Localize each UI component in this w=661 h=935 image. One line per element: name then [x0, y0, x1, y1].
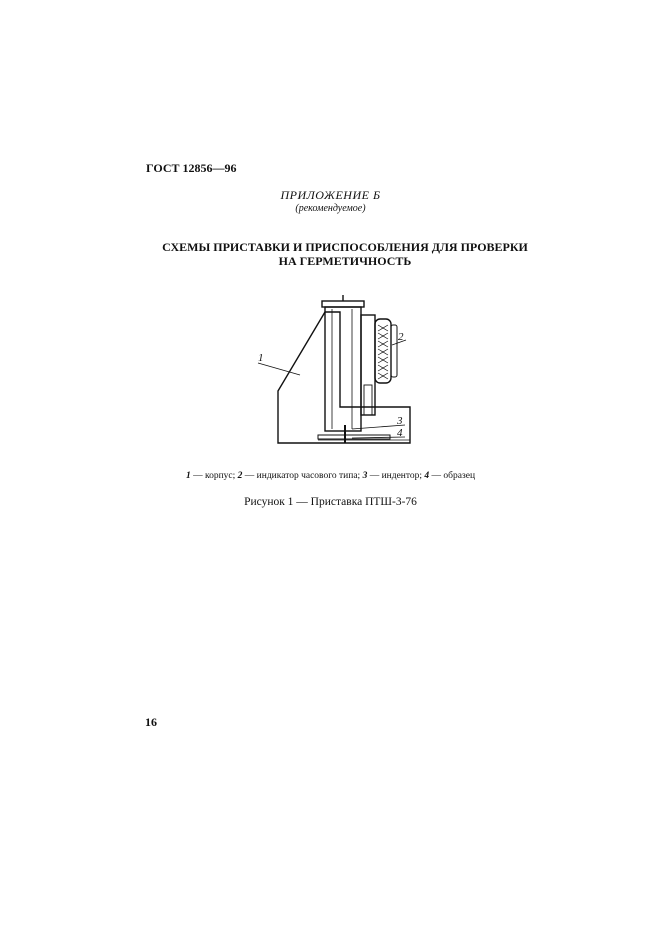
- document-id: ГОСТ 12856—96: [146, 161, 237, 175]
- section-title-line2: НА ГЕРМЕТИЧНОСТЬ: [278, 254, 412, 268]
- dial-indicator: [375, 319, 391, 383]
- legend-text-1: — корпус;: [190, 471, 238, 481]
- section-title: [140, 240, 550, 268]
- indicator-stem: [364, 385, 372, 415]
- legend-text-3: — индентор;: [367, 471, 425, 481]
- top-cap: [322, 301, 364, 307]
- appendix-subtitle: (рекомендуемое): [295, 203, 366, 214]
- dial-knob: [391, 325, 397, 377]
- callout-4: 4: [397, 427, 403, 439]
- legend-num-1: 1: [185, 471, 191, 481]
- sample: [318, 435, 390, 439]
- callout-3: 3: [397, 415, 403, 427]
- callout-2: 2: [398, 331, 404, 343]
- body-outline: [278, 312, 410, 443]
- indicator-holder: [361, 315, 375, 415]
- legend-num-3: 3: [362, 471, 368, 481]
- callout-1: 1: [258, 352, 264, 364]
- legend-text-4: — образец: [429, 471, 476, 481]
- figure-legend: [0, 471, 661, 481]
- legend-text-2: — индикатор часового типа;: [242, 471, 363, 481]
- figure-caption: Рисунок 1 — Приставка ПТШ-3-76: [244, 496, 417, 508]
- column: [325, 307, 361, 431]
- legend-num-2: 2: [237, 471, 243, 481]
- page-number: 16: [145, 715, 157, 729]
- dial-knurling: [378, 325, 388, 379]
- section-title-line1: СХЕМЫ ПРИСТАВКИ И ПРИСПОСОБЛЕНИЯ ДЛЯ ПРОВЕРКИ: [162, 240, 528, 254]
- legend-num-4: 4: [424, 471, 430, 481]
- device-drawing: [240, 295, 430, 455]
- appendix-title: ПРИЛОЖЕНИЕ Б: [280, 188, 381, 202]
